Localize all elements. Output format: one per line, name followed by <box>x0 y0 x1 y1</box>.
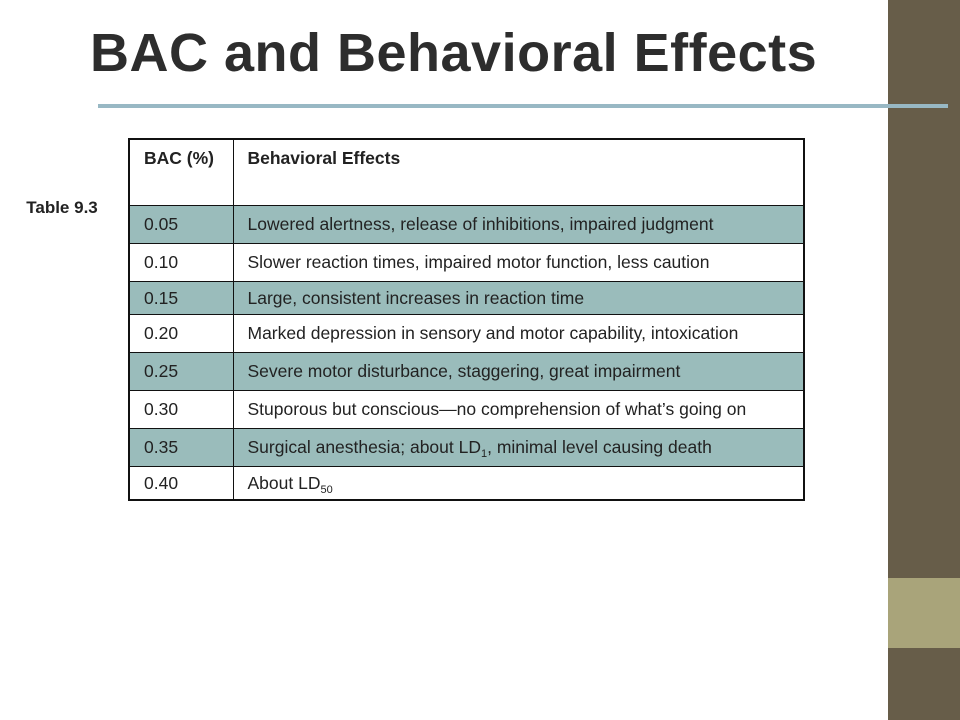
bac-value: 0.40 <box>129 466 233 500</box>
table-row <box>129 466 804 500</box>
slide-title: BAC and Behavioral Effects <box>90 23 818 83</box>
bac-value: 0.35 <box>129 428 233 466</box>
table-row <box>129 281 804 314</box>
effect-text: Lowered alertness, release of inhibitions, impaired judgment <box>233 205 804 243</box>
effect-text: Stuporous but conscious—no comprehension of what’s going on <box>233 390 804 428</box>
effect-text: Slower reaction times, impaired motor function, less caution <box>233 243 804 281</box>
table-row <box>129 352 804 390</box>
table-header-row <box>129 139 804 205</box>
bac-value: 0.10 <box>129 243 233 281</box>
effect-text: Severe motor disturbance, staggering, great impairment <box>233 352 804 390</box>
table-row <box>129 205 804 243</box>
table-row <box>129 243 804 281</box>
ld-subscript: 50 <box>320 483 333 496</box>
bac-value: 0.05 <box>129 205 233 243</box>
table-row <box>129 390 804 428</box>
header-effects: Behavioral Effects <box>233 139 804 205</box>
bac-value: 0.25 <box>129 352 233 390</box>
effect-text: Marked depression in sensory and motor capability, intoxication <box>233 314 804 352</box>
effect-text <box>233 428 804 466</box>
ld-subscript: 1 <box>480 447 488 460</box>
table-row <box>129 314 804 352</box>
side-accent <box>888 578 960 648</box>
table-row <box>129 428 804 466</box>
bac-value: 0.30 <box>129 390 233 428</box>
title-rule <box>98 104 948 108</box>
effect-text-post: , minimal level causing death <box>487 436 712 457</box>
effect-text-pre: About LD <box>247 472 321 493</box>
effect-text: Large, consistent increases in reaction time <box>233 281 804 314</box>
effect-text-pre: Surgical anesthesia; about LD <box>247 436 481 457</box>
header-bac: BAC (%) <box>129 139 233 205</box>
bac-table <box>128 138 805 501</box>
effect-text <box>233 466 804 500</box>
bac-value: 0.15 <box>129 281 233 314</box>
bac-value: 0.20 <box>129 314 233 352</box>
table-label: Table 9.3 <box>26 198 98 217</box>
